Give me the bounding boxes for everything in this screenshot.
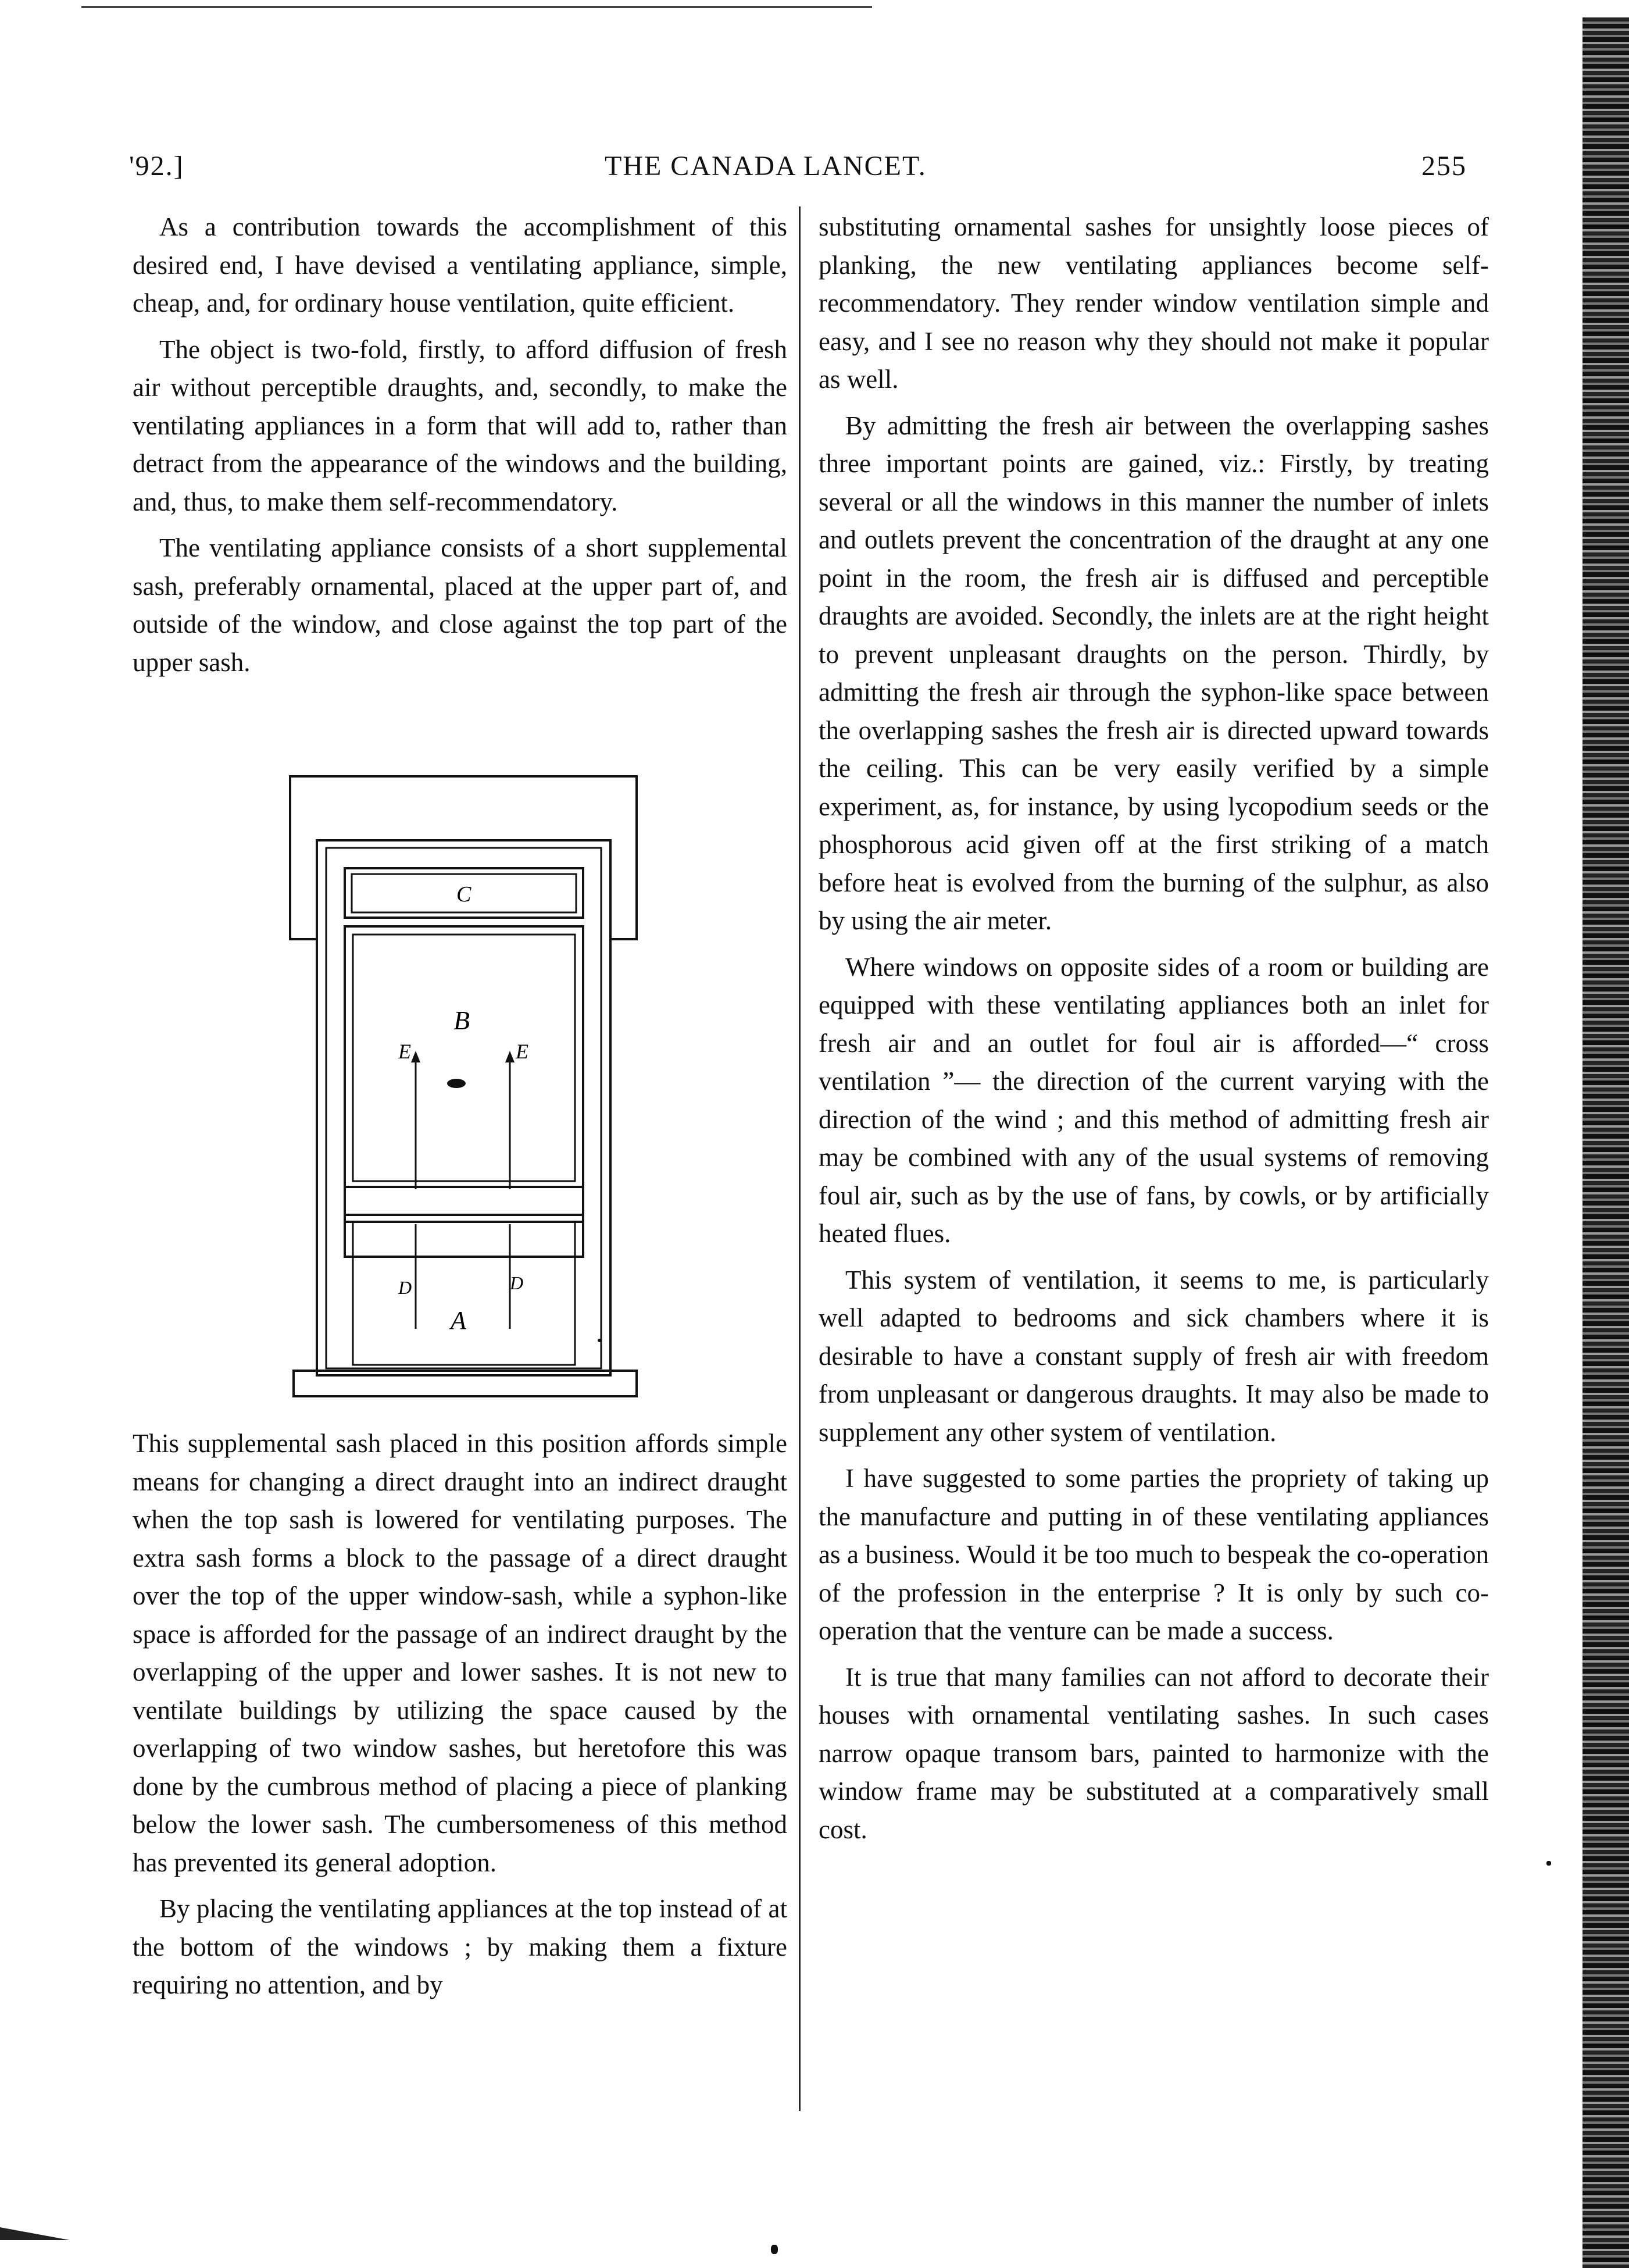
label-b: B — [453, 1005, 470, 1035]
header-title: THE CANADA LANCET. — [605, 151, 927, 181]
label-a: A — [451, 1306, 466, 1335]
label-d-right: D — [510, 1272, 524, 1293]
left-column-bottom — [133, 1425, 787, 2013]
right-paragraph-6: It is true that many families can not afford to decorate their houses with ornamental ventilating sashes. In such cases narrow opaque transom bars, painted to harmonize with the window frame may be substituted at a comparatively small cost. — [819, 1662, 1489, 1844]
window-head-outline — [290, 776, 637, 939]
right-paragraph-3: Where windows on opposite sides of a room or building are equipped with these ventilating appliances both an inlet for fresh air and an outlet for foul air is afforded—“ cross ventilation ”— the direction of the current varying with the direction of the wind ; and this method of admitting fresh air may be combined with any of the usual systems of removing foul air, such as by the use of fans, by cowls, or by artificially heated flues. — [819, 952, 1489, 1248]
left-column-top — [133, 208, 787, 690]
label-e-right: E — [516, 1040, 528, 1063]
arrow-up-right — [505, 1051, 515, 1062]
scan-edge-binding — [1582, 17, 1629, 2268]
header-year: '92.] — [129, 151, 184, 181]
arrow-up-left — [411, 1051, 420, 1062]
bottom-center-dot — [771, 2245, 778, 2254]
left-paragraph-4: This supplemental sash placed in this position affords simple means for changing a direct draught into an indirect draught when the top sash is lowered for ventilating purposes. The extra sash forms a block to the passage of a direct draught over the top of the upper window-sash, while a syphon-like space is afforded for the passage of an indirect draught by the overlapping of the upper and lower sashes. It is not new to ventilate buildings by utilizing the space caused by the overlapping of two window sashes, but heretofore this was done by the cumbrous method of placing a piece of planking below the lower sash. The cumbersomeness of this method has prevented its general adoption. — [133, 1429, 787, 1877]
right-paragraph-4: This system of ventilation, it seems to me, is particularly well adapted to bedrooms and sick chambers where it is desirable to have a constant supply of fresh air with freedom from unpleasant or dangerous draughts. It may also be made to supplement any other system of ventilation. — [819, 1265, 1489, 1447]
window-ventilator-diagram — [288, 771, 642, 1399]
label-c: C — [456, 882, 471, 907]
right-column — [819, 208, 1489, 1857]
page-corner-mark — [0, 2227, 70, 2240]
label-e-left: E — [398, 1040, 411, 1063]
left-paragraph-1: As a contribution towards the accomplishment of this desired end, I have devised a ventilating appliance, simple, cheap, and, for ordinary house ventilation, quite efficient. — [133, 212, 787, 318]
left-paragraph-2: The object is two-fold, firstly, to afford diffusion of fresh air without perceptible draughts, and, secondly, to make the ventilating appliances in a form that will add to, rather than detract from the appearance of the windows and the building, and, thus, to make them self-recommendatory. — [133, 334, 787, 516]
lower-sash-a — [353, 1222, 575, 1365]
margin-dot — [1546, 1861, 1551, 1866]
column-divider — [799, 206, 801, 2111]
left-paragraph-3: The ventilating appliance consists of a short supplemental sash, preferably ornamental, placed at the upper part of, and outside of the window, and close against the top part of the upper sash. — [133, 533, 787, 677]
right-paragraph-1: substituting ornamental sashes for unsightly loose pieces of planking, the new ventilating appliances become self-recommendatory. They render window ventilation simple and easy, and I see no reason why they should not make it popular as well. — [819, 212, 1489, 394]
left-paragraph-5: By placing the ventilating appliances at the top instead of at the bottom of the windows ; by making them a fixture requiring no attention, and by — [133, 1894, 787, 1999]
upper-sash-b — [345, 926, 583, 1257]
label-d-left: D — [398, 1277, 412, 1298]
right-paragraph-5: I have suggested to some parties the propriety of taking up the manufacture and putting in of these ventilating appliances as a business. Would it be too much to bespeak the co-operation of the profession in the enterprise ? It is only by such co-operation that the venture can be made a success. — [819, 1464, 1489, 1645]
window-frame-outer — [317, 840, 610, 1375]
right-paragraph-2: By admitting the fresh air between the overlapping sashes three important points are gained, viz.: Firstly, by treating several or all the windows in this manner the number of inlets and outlets prevent the concentration of the draught at any one point in the room, the fresh air is diffused and perceptible draughts are avoided. Secondly, the inlets are at the right height to prevent unpleasant draughts on the person. Thirdly, by admitting the fresh air through the syphon-like space between the overlapping sashes the fresh air is directed upward towards the ceiling. This can be very easily verified by a simple experiment, as, for instance, by using lycopodium seeds or the phosphorous acid given off at the first striking of a match before heat is evolved from the burning of the sulphur, as also by using the air meter. — [819, 411, 1489, 935]
header-page-number: 255 — [1421, 151, 1467, 181]
top-rule — [81, 6, 872, 8]
